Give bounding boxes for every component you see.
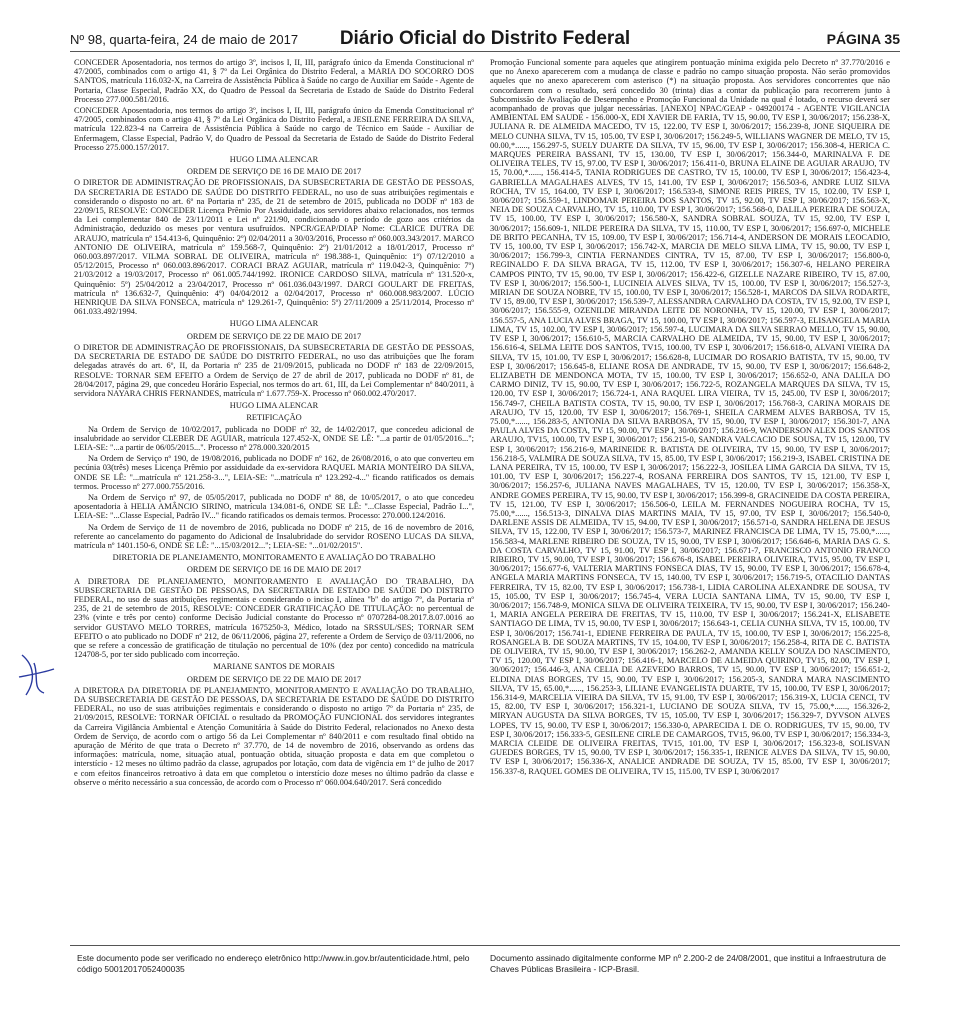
paragraph: O DIRETOR DE ADMINISTRAÇÃO DE PROFISSIONAIS, DA SUBSECRETARIA DE GESTÃO DE PESSOAS, DA SECRETARIA DE ESTADO DE SAÚDE DO DISTRITO FEDERAL, no uso de suas atribuições regimentais e considerando o disposto no art. 6º na Portaria nº 235, de 21 de setembro de 2015, publicada no DODF nº 183 de 22/09/15, RESOLVE: CONCEDER Licença Prêmio Por Assiduidade, aos servidores abaixo relacionados, nos termos da Lei complementar 840 de 23/11/2011 e Lei nº 221/90, condicionado o período de gozo aos critérios da Administração, deduzido os meses por ventura usufruídos. NPCR/GEAP/DIAP Nome: CLARICE DUTRA DE ARAUJO, matrícula nº 154.413-6, Quinquênio: 2º) 02/04/2011 a 30/03/2016, Processo nº 060.003.343/2017. MARCO ANTONIO DE OLIVEIRA, matrícula nº 159.568-7, Quinquênio: 2º) 21/01/2012 a 18/01/2017, Processo nº 060.003.897/2017. VILMA SOBRAL DE OLIVEIRA, matrícula nº 198.388-1, Quinquênio: 1º) 07/12/2010 a 05/12/2015, Processo nº 060.003.896/2017. CORACI BRAZ AGUIAR, matrícula nº 119.042-3, Quinquênio: 7º) 21/03/2012 a 19/03/2017, Processo nº 061.005.744/1992. IRONICE CARDOSO SILVA, matrícula nº 131.520-x, Quinquênio: 5º) 25/04/2012 a 23/04/2017, Processo nº 061.036.043/1997. DARCI GOULART DE FREITAS, matrícula nº 136.632-7, Quinquênio: 4º) 04/04/2012 a 02/04/2017, Processo nº 060.008.983/2007. LÚCIO HENRIQUE DA SILVA FONSECA, matrícula nº 129.261-7, Quinquênio: 5º) 27/11/2009 a 25/11/2014, Processo nº 061.033.492/1994.	[74, 178, 474, 317]
section-heading: HUGO LIMA ALENCAR	[229, 401, 319, 411]
paragraph: Na Ordem de Serviço de 10/02/2017, publicada no DODF nº 32, de 14/02/2017, que concedeu adicional de insalubridade ao servidor CLEBER DE AGUIAR, matrícula 127.452-X, ONDE SE LÊ: "...a partir de 01/05/2016..."; LEIA-SE: "...a partir de 06/05/2015...". Processo nº 278.000.320/2015	[74, 424, 474, 452]
section-heading: ORDEM DE SERVIÇO DE 16 DE MAIO DE 2017	[186, 167, 362, 177]
page-header	[70, 28, 900, 50]
left-column	[74, 58, 474, 938]
section-heading: ORDEM DE SERVIÇO DE 22 DE MAIO DE 2017	[186, 331, 362, 341]
paragraph: O DIRETOR DE ADMINISTRAÇÃO DE PROFISSIONAIS, DA SUBSECRETARIA DE GESTÃO DE PESSOAS, DA SECRETARIA DE ESTADO DE SAÚDE DO DISTRITO FEDERAL, no uso das atribuições que lhe foram delegadas através do art. 6º, II, da Portaria nº 235 de 21/09/2015, publicada no DODF nº 183 de 22/09/2015, RESOLVE: TORNAR SEM EFEITO a Ordem de Serviço de 27 de abril de 2017, publicada no DODF nº 81, de 28/04/2017, página 29, que concedeu Horário Especial, nos termos do art. 61, III, da Lei Complementar nº 840/2011, à servidora NAYARA CHRIS FERNANDES, matrícula nº 1.677.759-X. Processo nº 060.002.470/2017.	[74, 342, 474, 398]
header-rule	[70, 51, 900, 52]
paragraph: CONCEDER Aposentadoria, nos termos do artigo 3º, incisos I, II, III, parágrafo único da Emenda Constitucional nº 47/2005, combinados com o artigo 41, § 7º da Lei Orgânica do Distrito Federal, a MARIA DO SOCORRO DOS SANTOS, matrícula 116.032-X, na Carreira de Assistência Pública à Saúde no cargo de Auxiliar em Saúde - Agente de Portaria, Classe Especial, Padrão XX, do Quadro de Pessoal da Secretaria de Estado de Saúde do Distrito Federal Processo 277.000.581/2016.	[74, 58, 474, 104]
section-heading: HUGO LIMA ALENCAR	[229, 155, 319, 165]
verification-note: Este documento pode ser verificado no endereço eletrônico http://www.in.gov.br/autenticidade.html, pelo código 50012017052400035	[77, 953, 470, 974]
paragraph: A DIRETORA DA DIRETORIA DE PLANEJAMENTO, MONITORAMENTO E AVALIAÇÃO DO TRABALHO, DA SUBSECRETARIA DE GESTÃO DE PESSOAS, DA SECRETARIA DE ESTADO DE SAÚDE DO DISTRITO FEDERAL, no uso de suas atribuições regimentais e considerando o disposto no artigo 7º da Portaria nº 235, de 21/09/2015, RESOLVE: TORNAR OFICIAL o resultado da PROMOÇÃO FUNCIONAL dos servidores integrantes da Carreira Vigilância Ambiental e Atenção Comunitária à Saúde do Distrito Federal, relacionados no Anexo desta Ordem de Serviço, de acordo com o artigo 56 da Lei Complementar nº 840/2011 e com resultado final obtido na apuração de Mérito de que trata o Decreto nº 37.770, de 14 de novembro de 2016, observando as ordens das informações: matrícula, nome, situação atual, pontuação obtida, situação proposta e data em que completou o interstício - 12 meses no último padrão da classe, agrupados por lotação, com data de vigência em 1º de julho de 2017 e com efeitos financeiros retroativo à data em que completou o interstício doze meses no último padrão da classe e observe o mérito necessário a sua concessão, de acordo com o Processo nº 060.004.640/2017. Será concedido	[74, 685, 474, 787]
issue-date: Nº 98, quarta-feira, 24 de maio de 2017	[70, 32, 299, 47]
handwritten-mark-icon	[14, 645, 64, 705]
right-column	[490, 58, 890, 938]
footer-rule	[70, 945, 900, 946]
section-heading: DIRETORIA DE PLANEJAMENTO, MONITORAMENTO E AVALIAÇÃO DO TRABALHO	[112, 553, 436, 563]
newspaper-title: Diário Oficial do Distrito Federal	[339, 28, 631, 49]
paragraph: Na Ordem de Serviço de 11 de novembro de 2016, publicada no DODF nº 215, de 16 de novembro de 2016, referente ao cancelamento do pagamento do Adicional de Insalubridade do servidor ROSENO LUCAS DA SILVA, matrícula nº 1401.150-6, ONDE SE LÊ: "...15/03/2012..."; LEIA-SE: "...01/02/2015".	[74, 522, 474, 550]
page-number: PÁGINA 35	[826, 31, 900, 47]
section-heading: HUGO LIMA ALENCAR	[229, 319, 319, 329]
paragraph: A DIRETORA DE PLANEJAMENTO, MONITORAMENTO E AVALIAÇÃO DO TRABALHO, DA SUBSECRETARIA DE GESTÃO DE PESSOAS, DA SECRETARIA DE ESTADO DE SAÚDE DO DISTRITO FEDERAL, no uso de suas atribuições regimentais e considerando o inciso I, alínea "b" do artigo 7º, da Portaria nº 235, de 21 de setembro de 2015, RESOLVE: CONCEDER GRATIFICAÇÃO DE TITULAÇÃO: no percentual de 23% (vinte e três por cento) conforme Decisão Judicial constante do Processo nº 0707284-08.2017.8.07.0016 ao servidor GUSTAVO MELO TORRES, matrícula 1675250-3, Médico, lotado na SRSSUL/SES; TORNAR SEM EFEITO o ato publicado no DODF nº 212, de 06/11/2006, página 27, referente a Ordem de Serviço de 03/11/2006, no que se refere a concessão de gratificação de titulação no percentual de 10% (dez por cento) concedido na matrícula 124708-5, por ter sido publicado com incorreção.	[74, 576, 474, 660]
section-heading: ORDEM DE SERVIÇO DE 22 DE MAIO DE 2017	[186, 674, 362, 684]
paragraph: Na Ordem de Serviço nº 97, de 05/05/2017, publicada no DODF nº 88, de 10/05/2017, o ato que concedeu aposentadoria à HELIA AMÂNCIO SIRINO, matrícula 134.081-6, ONDE SE LÊ: "...Classe Especial, Padrão I...", LEIA-SE: "...Classe Especial, Padrão IV..." ficando ratificados os demais termos. Processo: 270.000.124/2016.	[74, 492, 474, 521]
paragraph: Na Ordem de Serviço nº 190, de 19/08/2016, publicada no DODF nº 162, de 26/08/2016, o ato que converteu em pecúnia 03(três) meses Licença Prêmio por assiduidade da ex-servidora RAQUEL MARIA MONTEIRO DA SILVA, ONDE SE LÊ: "...matrícula nº 121.258-3...", LEIA-SE: "...matrícula nº 123.292-4..." ficando ratificados os demais termos. Processo nº 277.000.755/2016.	[74, 454, 474, 491]
paragraph: Promoção Funcional somente para aqueles que atingirem pontuação mínima exigida pelo Decreto nº 37.770/2016 e que no Anexo aparecerem com a mudança de classe e padrão no campo situação proposta. Não serão promovidos aqueles que no anexo aparecerem com asterisco (*) na situação proposta. Aos servidores concorrentes que não concordarem com o resultado, será concedido 30 (trinta) dias a contar da publicação para recorrerem junto à Subcomissão de Avaliação de Desempenho e Promoção Funcional da Unidade na qual é lotado, o recurso deverá ser acompanhado de provas que julgar necessárias. [ANEXO] NPAC/GEAP - 049200174 - AGENTE VIGILANCIA AMBIENTAL EM SAUDE - 156.000-X, EDI XAVIER DE FARIA, TV 15, 90.00, TV ESP I, 30/06/2017; 156.238-X, JULIANA R. DE ALMEIDA MACEDO, TV 15, 122.00, TV ESP I, 30/06/2017; 156.239-8, JONE SIQUEIRA DE MELO CUNHA SILVA, TV 15, 105.00, TV ESP I, 30/06/2017; 156.249-5, WILLIANS WAGNER DE MELO, TV 15, 00.00,*......, 156.297-5, SUELY DUARTE DA SILVA, TV 15, 96.00, TV ESP I, 30/06/2017; 156.308-4, HERICA C. MARQUES PEREIRA BASSANI, TV 15, 130.00, TV ESP I, 30/06/2017; 156.344-0, MARINALVA F. DE OLIVEIRA TELES, TV 15, 97.00, TV ESP I, 30/06/2017; 156.411-0, BRUNA ELAINE DE AGUIAR ARAUJO, TV 15, 70.00,*......, 156.414-5, TANIA RODRIGUES DE CASTRO, TV 15, 100.00, TV ESP I, 30/06/2017; 156.423-4, GABRIELLA MAGALHAES ALVES, TV 15, 141.00, TV ESP I, 30/06/2017; 156.503-6, ANDRE LUIZ SILVA ROCHA, TV 15, 164.00, TV ESP I, 30/06/2017; 156.533-8, SIMONE REIS PIRES, TV 15, 102.00, TV ESP I, 30/06/2017; 156.559-1, LINDOMAR PEREIRA DOS SANTOS, TV 15, 92.00, TV ESP I, 30/06/2017; 156.563-X, NEIA DE SOUZA CARVALHO, TV 15, 110.00, TV ESP I, 30/06/2017; 156.568-0, DALILA PEREIRA DE SOUZA, TV 15, 100.00, TV ESP I, 30/06/2017; 156.580-X, SANDRA SOBRAL SOUZA, TV 15, 92.00, TV ESP I, 30/06/2017; 156.609-1, NILDE PEREIRA DA SILVA, TV 15, 110.00, TV ESP I, 30/06/2017; 156.697-0, MICHELE DE BRITO PECANHA, TV 15, 109.00, TV ESP I, 30/06/2017; 156.714-4, ANDERSON DE MORAIS LEOCADIO, TV 15, 100.00, TV ESP I, 30/06/2017; 156.742-X, MARCIA DE MELO SILVA LIMA, TV 15, 90.00, TV ESP I, 30/06/2017; 156.799-3, CINTIA FERNANDES CINTRA, TV 15, 87.00, TV ESP I, 30/06/2017; 156.800-0, REGINALDO F. DA SILVA BRAGA, TV 15, 112.00, TV ESP I, 30/06/2017; 156.307-6, HELANO PEREIRA CAMPOS PINTO, TV 15, 90.00, TV ESP I, 30/06/2017; 156.422-6, GIZELLE NAZARE RIBEIRO, TV 15, 87.00, TV ESP I, 30/06/2017; 156.500-1, LUCINEIA ALVES SILVA, TV 15, 100.00, TV ESP I, 30/06/2017; 156.527-3, MIRIAN DE SOUZA NOBRE, TV 15, 100.00, TV ESP I, 30/06/2017; 156.528-1, MARCOS DA SILVA RODARTE, TV 15, 89.00, TV ESP I, 30/06/2017; 156.539-7, ALESSANDRA CARVALHO DA COSTA, TV 15, 92.00, TV ESP I, 30/06/2017; 156.555-9, OZENILDE MIRANDA LEITE DE NORONHA, TV 15, 120.00, TV ESP I, 30/06/2017; 156.557-5, ANA LUCIA ALVES BRAGA, TV 15, 100.00, TV ESP I, 30/06/2017; 156.597-3, ELISANGELA MARIA LIMA, TV 15, 102.00, TV ESP I, 30/06/2017; 156.597-4, LUCIMARA DA SILVA SERRAO MELLO, TV 15, 90.00, TV ESP I, 30/06/2017; 156.610-5, MARCIA CARVALHO DE ALMEIDA, TV 15, 90.00, TV ESP I, 30/06/2017; 156.616-4, SELMA LEITE DOS SANTOS, TV15, 100.00, TV ESP I, 30/06/2017; 156.618-0, ALVANI VIEIRA DA SILVA, TV 15, 101.00, TV ESP I, 30/06/2017; 156.628-8, LUCIMAR DO ROSARIO BATISTA, TV 15, 90.00, TV ESP I, 30/06/2017; 156.645-8, ELIANE ROSA DE ANDRADE, TV 15, 90.00, TV ESP I, 30/06/2017; 156.648-2, ELIZABETH DE MENDONCA MOTA, TV 15, 100.00, TV ESP I, 30/06/2017; 156.652-0, ANA DALILA DO CARMO DINIZ, TV 15, 90.00, TV ESP I, 30/06/2017; 156.722-5, ROZANGELA MARQUES DA SILVA, TV 15, 120.00, TV ESP I, 30/06/2017; 156.724-1, ANA RAQUEL LIRA VIEIRA, TV 15, 245.00, TV ESP I, 30/06/2017; 156.749-7, CHEILA BATISTA COSTA, TV 15, 90.00, TV ESP I, 30/06/2017; 156.768-3, CARINA MORAIS DE ARAUJO, TV 15, 120.00, TV ESP I, 30/06/2017; 156.769-1, SHEILA CARMEM ALVES BARBOSA, TV 15, 75.00,*......, 156.283-5, ANTONIA DA SILVA BARBOSA, TV 15, 90.00, TV ESP I, 30/06/2017; 156.301-7, ANA PAULA ALVES DA COSTA, TV 15, 90.00, TV ESP I, 30/06/2017; 156.216-9, WANDERSON ALEX DOS SANTOS ARAUJO, TV15, 100.00, TV ESP I, 30/06/2017; 156.215-0, SANDRA VALCACIO DE SOUSA, TV 15, 120.00, TV ESP I, 30/06/2017; 156.216-9, MARINEIDE R. BATISTA DE OLIVEIRA, TV 15, 90.00, TV ESP I, 30/06/2017; 156.218-5, VALMIRA DE SOUZA SILVA, TV 15, 85.00, TV ESP I, 30/06/2017; 156.219-3, ISABEL CRISTINA DE LANA PEREIRA, TV 15, 100.00, TV ESP I, 30/06/2017; 156.222-3, JOSILEA LIMA GARCIA DA SILVA, TV 15, 101.00, TV ESP I, 30/06/2017; 156.227-4, ROSANA FERREIRA DOS SANTOS, TV 15, 121.00, TV ESP I, 30/06/2017; 156.257-6, JULIANA NAVES MAGALHAES, TV 15, 120.00, TV ESP I, 30/06/2017; 156.358-X, ANDRE GOMES PEREIRA, TV 15, 90.00, TV ESP I, 30/06/2017; 156.399-8, GRACINEIDE DA COSTA PEREIRA, TV 15, 121.00, TV ESP I, 30/06/2017; 156.506-0, LEILA M. FERNANDES NOGUEIRA ROCHA, TV 15, 75.00,*......, 156.513-3, DINALVA DIAS MARTINS MAIA, TV 15, 97.00, TV ESP I, 30/06/2017; 156.540-0, DARLENE ASSIS DE ALMEIDA, TV 15, 94.00, TV ESP I, 30/06/2017; 156.571-0, SANDRA HELENA DE JESUS SILVA, TV 15, 122.00, TV ESP I, 30/06/2017; 156.573-7, MARINEZ FRANCISCA DE LIMA, TV 15, 75.00,*......, 156.583-4, MARLENE RIBEIRO DE SOUZA, TV 15, 90.00, TV ESP I, 30/06/2017; 156.646-6, MARIA DAS G. S. DA COSTA CARVALHO, TV 15, 91.00, TV ESP I, 30/06/2017; 156.671-7, FRANCISCO ANTONIO FRANCO RIBEIRO, TV 15, 90.00, TV ESP I, 30/06/2017; 156.676-8, ISABEL PEREIRA OLIVEIRA, TV15, 95.00, TV ESP I, 30/06/2017; 156.677-6, VALTERIA MARTINS FONSECA DIAS, TV 15, 90.00, TV ESP I, 30/06/2017; 156.678-4, ANGELA MARIA MARTINS FONSECA, TV 15, 140.00, TV ESP I, 30/06/2017; 156.719-5, OTACILIO DANTAS FERREIRA, TV 15, 82.00, TV ESP I, 30/06/2017; 156.738-1, LIDIA CAROLINA ALEXANDRE DE SOUSA, TV 15, 105.00, TV ESP I, 30/06/2017; 156.745-4, VERA LUCIA SANTANA LIMA, TV 15, 90.00, TV ESP I, 30/06/2017; 156.748-9, MONICA SILVA DE OLIVEIRA TEIXEIRA, TV 15, 90.00, TV ESP I, 30/06/2017; 156.240-1, MARIA ANGELA PEREIRA DE FREITAS, TV 15, 110.00, TV ESP I, 30/06/2017; 156.241-X, ELISABETE SANTIAGO DE LIMA, TV 15, 90.00, TV ESP I, 30/06/2017; 156.643-1, CELIA CUNHA SILVA, TV 15, 100.00, TV ESP I, 30/06/2017; 156.741-1, EDIENE FERREIRA DE PAULA, TV 15, 100.00, TV ESP I, 30/06/2017; 156.225-8, ROSANGELA B. DE SOUZA MARTINS, TV 15, 104.00, TV ESP I, 30/06/2017; 156.258-4, RITA DE C. BATISTA DE OLIVEIRA, TV 15, 90.00, TV ESP I, 30/06/2017; 156.262-2, AMANDA KELLY SOUZA DO NASCIMENTO, TV 15, 120.00, TV ESP I, 30/06/2017; 156.416-1, MARCELO DE ALMEIDA QUIRINO, TV15, 82.00, TV ESP I, 30/06/2017; 156.446-3, ANA CELIA DE AZEVEDO BARROS, TV 15, 90.00, TV ESP I, 30/06/2017; 156.651-2, ELDINA DIAS BORGES, TV 15, 90.00, TV ESP I, 30/06/2017; 156.205-3, SANDRA MARA NASCIMENTO SILVA, TV 15, 65.00,*......, 156.253-3, LILIANE EVANGELISTA DUARTE, TV 15, 100.00, TV ESP I, 30/06/2017; 156.314-9, MARCELIA VIEIRA DA SILVA, TV 15, 91.00, TV ESP I, 30/06/2017; 156.319-X, LUCIA CENCI, TV 15, 82.00, TV ESP I, 30/06/2017; 156.321-1, LUCIANO DE SOUZA SILVA, TV 15, 75.00,*......, 156.326-2, MIRYAN AUGUSTA DA SILVA BORGES, TV 15, 105.00, TV ESP I, 30/06/2017; 156.329-7, DYVSON ALVES LOPES, TV 15, 90.00, TV ESP I, 30/06/2017; 156.330-0, APARECIDA I. DE O. RODRIGUES, TV 15, 90.00, TV ESP I, 30/06/2017; 156.333-5, GESILENE CIRLE DE CAMARGOS, TV15, 96.00, TV ESP I, 30/06/2017; 156.334-3, MARCIA CLEIDE DE OLIVEIRA FREITAS, TV15, 101.00, TV ESP I, 30/06/2017; 156.323-8, SOLISVAN GUEDES BORGES, TV 15, 90.00, TV ESP I, 30/06/2017; 156.335-1, IRENICE ALVES DA SILVA, TV 15, 90.00, TV ESP I, 30/06/2017; 156.336-X, ANALICE ANDRADE DE SOUZA, TV 15, 85.00, TV ESP I, 30/06/2017; 156.337-8, RAQUEL GOMES DE OLIVEIRA, TV 15, 115.00, TV ESP I, 30/06/2017	[490, 58, 890, 776]
signature-note: Documento assinado digitalmente conforme MP nº 2.200-2 de 24/08/2001, que institui a Infraestrutura de Chaves Públicas Brasileira - ICP-Brasil.	[490, 953, 887, 974]
section-heading: MARIANE SANTOS DE MORAIS	[213, 662, 335, 672]
section-heading: ORDEM DE SERVIÇO DE 16 DE MAIO DE 2017	[186, 565, 362, 575]
paragraph: CONCEDER Aposentadoria, nos termos do artigo 3º, incisos I, II, III, parágrafo único da Emenda Constitucional nº 47/2005, combinados com o artigo 41, § 7º da Lei Orgânica do Distrito Federal, a JESILENE FERREIRA DA SILVA, matrícula 122.823-4 na Carreira de Assistência Pública à Saúde no cargo de Técnico em Saúde - Auxiliar de Enfermagem, Classe Especial, Padrão V, do Quadro de Pessoal da Secretaria de Estado de Saúde do Distrito Federal Processo 275.000.157/2017.	[74, 106, 474, 152]
section-heading: RETIFICAÇÃO	[246, 413, 302, 423]
